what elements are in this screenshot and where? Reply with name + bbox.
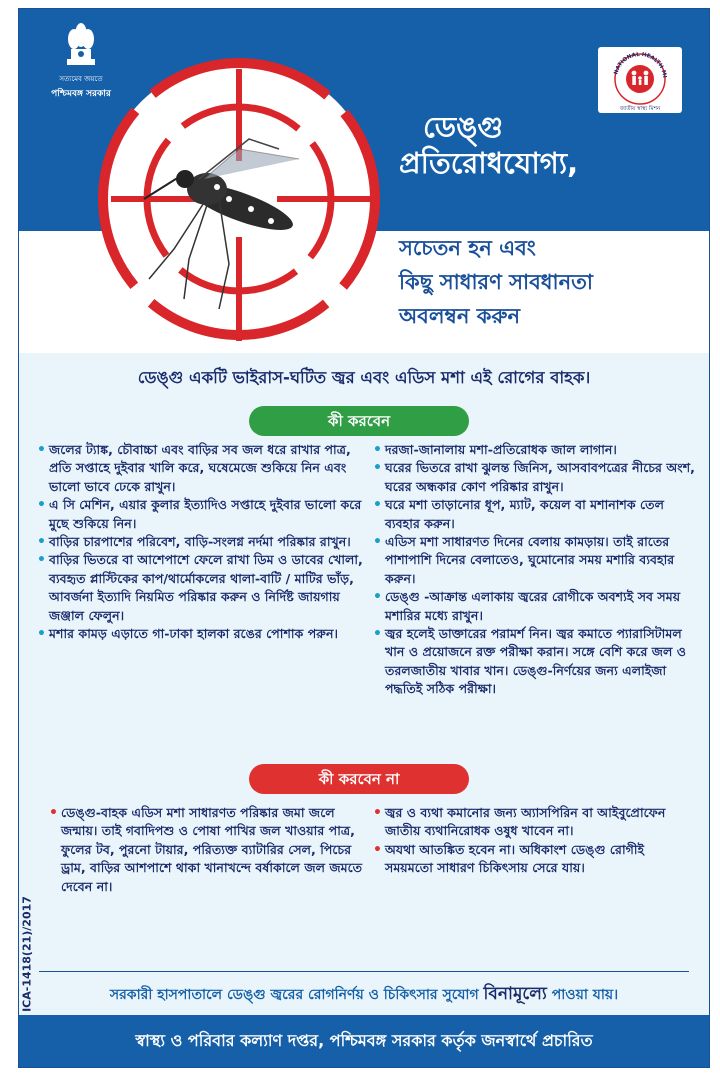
emblem-caption: পশ্চিমবঙ্গ সরকার — [51, 89, 111, 99]
subheadline — [399, 231, 709, 333]
donts-left-list — [47, 804, 367, 896]
subheadline-line-2: কিছু সাধারণ সাবধানতা — [399, 270, 594, 294]
list-item: • জ্বর ও ব্যথা কমানোর জন্য অ্যাসপিরিন বা আইবুপ্রোফেন জাতীয় ব্যথানিরোধক ওষুধ খাবেন না। — [371, 804, 696, 841]
hospital-note-emphasis: বিনামূল্যে — [483, 984, 547, 1004]
list-item: • ডেঙ্গু-বাহক এডিস মশা সাধারণত পরিষ্কার জমা জলে জন্মায়। তাই গবাদিপশু ও পোষা পাখির জল খাওয়ার পাত্র, ফুলের টব, পুরনো টায়ার, পরিত্যক্ত ব্যাটারির সেল, পিচের ড্রাম, বাড়ির আশপাশে থাকা খানাখন্দে বর্ষাকালে জল জমতে দেবেন না। — [47, 804, 367, 896]
intro-statement: ডেঙ্গু একটি ভাইরাস-ঘটিত জ্বর এবং এডিস মশা এই রোগের বাহক। — [137, 368, 591, 387]
list-item: • এ সি মেশিন, এয়ার কুলার ইত্যাদিও সপ্তাহে দুইবার ভালো করে মুছে শুকিয়ে নিন। — [35, 496, 365, 533]
dos-heading: কী করবেন — [249, 406, 469, 436]
hospital-note — [19, 981, 709, 1009]
subheadline-line-3: অবলম্বন করুন — [399, 304, 521, 328]
footer-credit: স্বাস্থ্য ও পরিবার কল্যাণ দপ্তর, পশ্চিমবঙ্গ সরকার কর্তৃক জনস্বার্থে প্রচারিত — [19, 1015, 709, 1067]
list-item: • বাড়ির চারপাশের পরিবেশ, বাড়ি-সংলগ্ন নর্দমা পরিষ্কার রাখুন। — [35, 533, 365, 551]
poster — [18, 8, 710, 1068]
list-item: • ঘরের ভিতরে রাখা ঝুলন্ত জিনিস, আসবাবপত্রের নীচের অংশ, ঘরের অন্ধকার কোণ পরিষ্কার রাখুন। — [371, 459, 696, 496]
hospital-note-prefix: সরকারী হাসপাতালে ডেঙ্গু জ্বরের রোগনির্ণয় ও চিকিৎসার সুযোগ — [109, 987, 479, 1003]
mosquito-target-illustration — [89, 49, 389, 349]
emblem-motto: সত্যমেব জয়তে — [59, 75, 103, 83]
side-code-text: ICA-1418(21)/2017 — [20, 896, 34, 1012]
list-item: • জলের ট্যাঙ্ক, চৌবাচ্চা এবং বাড়ির সব জল ধরে রাখার পাত্র, প্রতি সপ্তাহে দুইবার খালি করে, ঘষেমেজে শুকিয়ে নিন এবং ভালো ভাবে ঢেকে রাখুন। — [35, 441, 365, 496]
list-item: • এডিস মশা সাধারণত দিনের বেলায় কামড়ায়। তাই রাতের পাশাপাশি দিনের বেলাতেও, ঘুমোনোর সময় মশারি ব্যবহার করুন। — [371, 533, 696, 588]
list-item: • জ্বর হলেই ডাক্তারের পরামর্শ নিন। জ্বর কমাতে প্যারাসিটামল খান ও প্রয়োজনে রক্ত পরীক্ষা করান। সঙ্গে বেশি করে জল ও তরলজাতীয় খাবার খান। ডেঙ্গু-নির্ণয়ের জন্য এলাইজা পদ্ধতিই সঠিক পরীক্ষা। — [371, 625, 696, 699]
nhm-logo-icon — [598, 47, 682, 113]
mosquito-crosshair-icon — [89, 49, 389, 349]
headline-line-2: প্রতিরোধযোগ্য, — [399, 146, 579, 180]
list-item: • বাড়ির ভিতরে বা আশেপাশে ফেলে রাখা ডিম ও ডাবের খোলা, ব্যবহৃত প্লাস্টিকের কাপ/থার্মোকলের থালা-বাটি / মাটির ভাঁড়, আবর্জনা ইত্যাদি নিয়মিত পরিষ্কার করুন ও নির্দিষ্ট জায়গায় জঞ্জাল ফেলুন। — [35, 551, 365, 625]
list-item: • অযথা আতঙ্কিত হবেন না। অধিকাংশ ডেঙ্গু রোগীই সময়মতো সাধারণ চিকিৎসায় সেরে যায়। — [371, 841, 696, 878]
nhm-logo-subtext: জাতীয় স্বাস্থ্য মিশন — [619, 106, 661, 112]
donts-right-list — [371, 804, 696, 878]
nhm-logo-text: NATIONAL HEALTH MI — [613, 51, 667, 79]
divider — [39, 971, 689, 972]
list-item: • মশার কামড় এড়াতে গা-ঢাকা হালকা রঙের পোশাক পরুন। — [35, 625, 365, 643]
dos-left-list — [35, 441, 365, 643]
subheadline-line-1: সচেতন হন এবং — [399, 236, 536, 260]
donts-heading: কী করবেন না — [249, 764, 469, 794]
headline-line-1: ডেঙ্গু — [423, 110, 504, 144]
list-item: • ঘরে মশা তাড়ানোর ধূপ, ম্যাট, কয়েল বা মশানাশক তেল ব্যবহার করুন। — [371, 496, 696, 533]
dos-right-list — [371, 441, 696, 699]
nhm-logo — [598, 47, 682, 113]
list-item: • দরজা-জানালায় মশা-প্রতিরোধক জাল লাগান। — [371, 441, 696, 459]
hospital-note-suffix: পাওয়া যায়। — [551, 987, 619, 1003]
list-item: • ডেঙ্গু -আক্রান্ত এলাকায় জ্বরের রোগীকে অবশ্যই সব সময় মশারির মধ্যে রাখুন। — [371, 588, 696, 625]
headline — [399, 109, 709, 181]
